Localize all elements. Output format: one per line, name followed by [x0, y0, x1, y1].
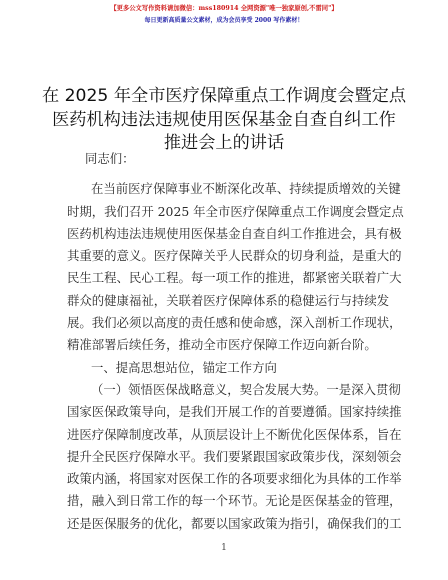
page-number: 1 [221, 543, 227, 553]
banner-member-line: 每日更新高质量公文素材，成为会员享受 2000 写作素材！ [144, 17, 304, 24]
salutation: 同志们： [85, 151, 135, 166]
paragraph-line: 还是医保服务的优化，都要以国家政策为指引，确保我们的工 [67, 515, 402, 531]
document-body [67, 148, 404, 535]
paragraph-line: 精准部署后续任务，推动全市医疗保障工作迈向新台阶。 [67, 337, 377, 353]
paragraph-line: 提升全民医疗保障水平。我们要紧跟国家政策步伐，深刻领会 [67, 448, 402, 464]
paragraph-line: 医药机构违法违规使用医保基金自查自纠工作推进会，具有极 [67, 225, 402, 241]
paragraph-line: 民生工程、民心工程。每一项工作的推进，都紧密关联着广大 [67, 270, 402, 286]
paragraph-line: 展。我们必须以高度的责任感和使命感，深入剖析工作现状， [67, 315, 402, 331]
section-heading: 一、提高思想站位，锚定工作方向 [91, 359, 277, 375]
header-banner [0, 4, 448, 26]
document-title [40, 85, 408, 156]
title-line: 医药机构违法违规使用医保基金自查自纠工作 [52, 109, 396, 130]
paragraph-line: 时期，我们召开 2025 年全市医疗保障重点工作调度会暨定点 [67, 203, 404, 219]
paragraph-line: 措，融入到日常工作的每一个环节。无论是医保基金的管理， [67, 493, 402, 509]
paragraph-line: 进医疗保障制度改革，从顶层设计上不断优化医保体系，旨在 [67, 426, 402, 442]
title-line: 在 2025 年全市医疗保障重点工作调度会暨定点 [41, 86, 407, 106]
paragraph-line: 其重要的意义。医疗保障关乎人民群众的切身利益，是重大的 [67, 248, 402, 264]
banner-promo-line: 【更多公文写作资料请加微信：mss180914 全网资源"唯一独家原创,不雷同"】 [110, 5, 338, 12]
title-line: 推进会上的讲话 [163, 133, 285, 153]
paragraph-line: 政策内涵，将国家对医保工作的各项要求细化为具体的工作举 [67, 471, 402, 487]
paragraph-line: 群众的健康福祉，关联着医疗保障体系的稳健运行与持续发 [67, 292, 390, 308]
paragraph-line: （一）领悟医保战略意义，契合发展大势。一是深入贯彻 [91, 381, 401, 397]
paragraph-line: 国家医保政策导向，是我们开展工作的首要遵循。国家持续推 [67, 404, 402, 420]
paragraph-line: 在当前医疗保障事业不断深化改革、持续提质增效的关键 [91, 181, 401, 197]
